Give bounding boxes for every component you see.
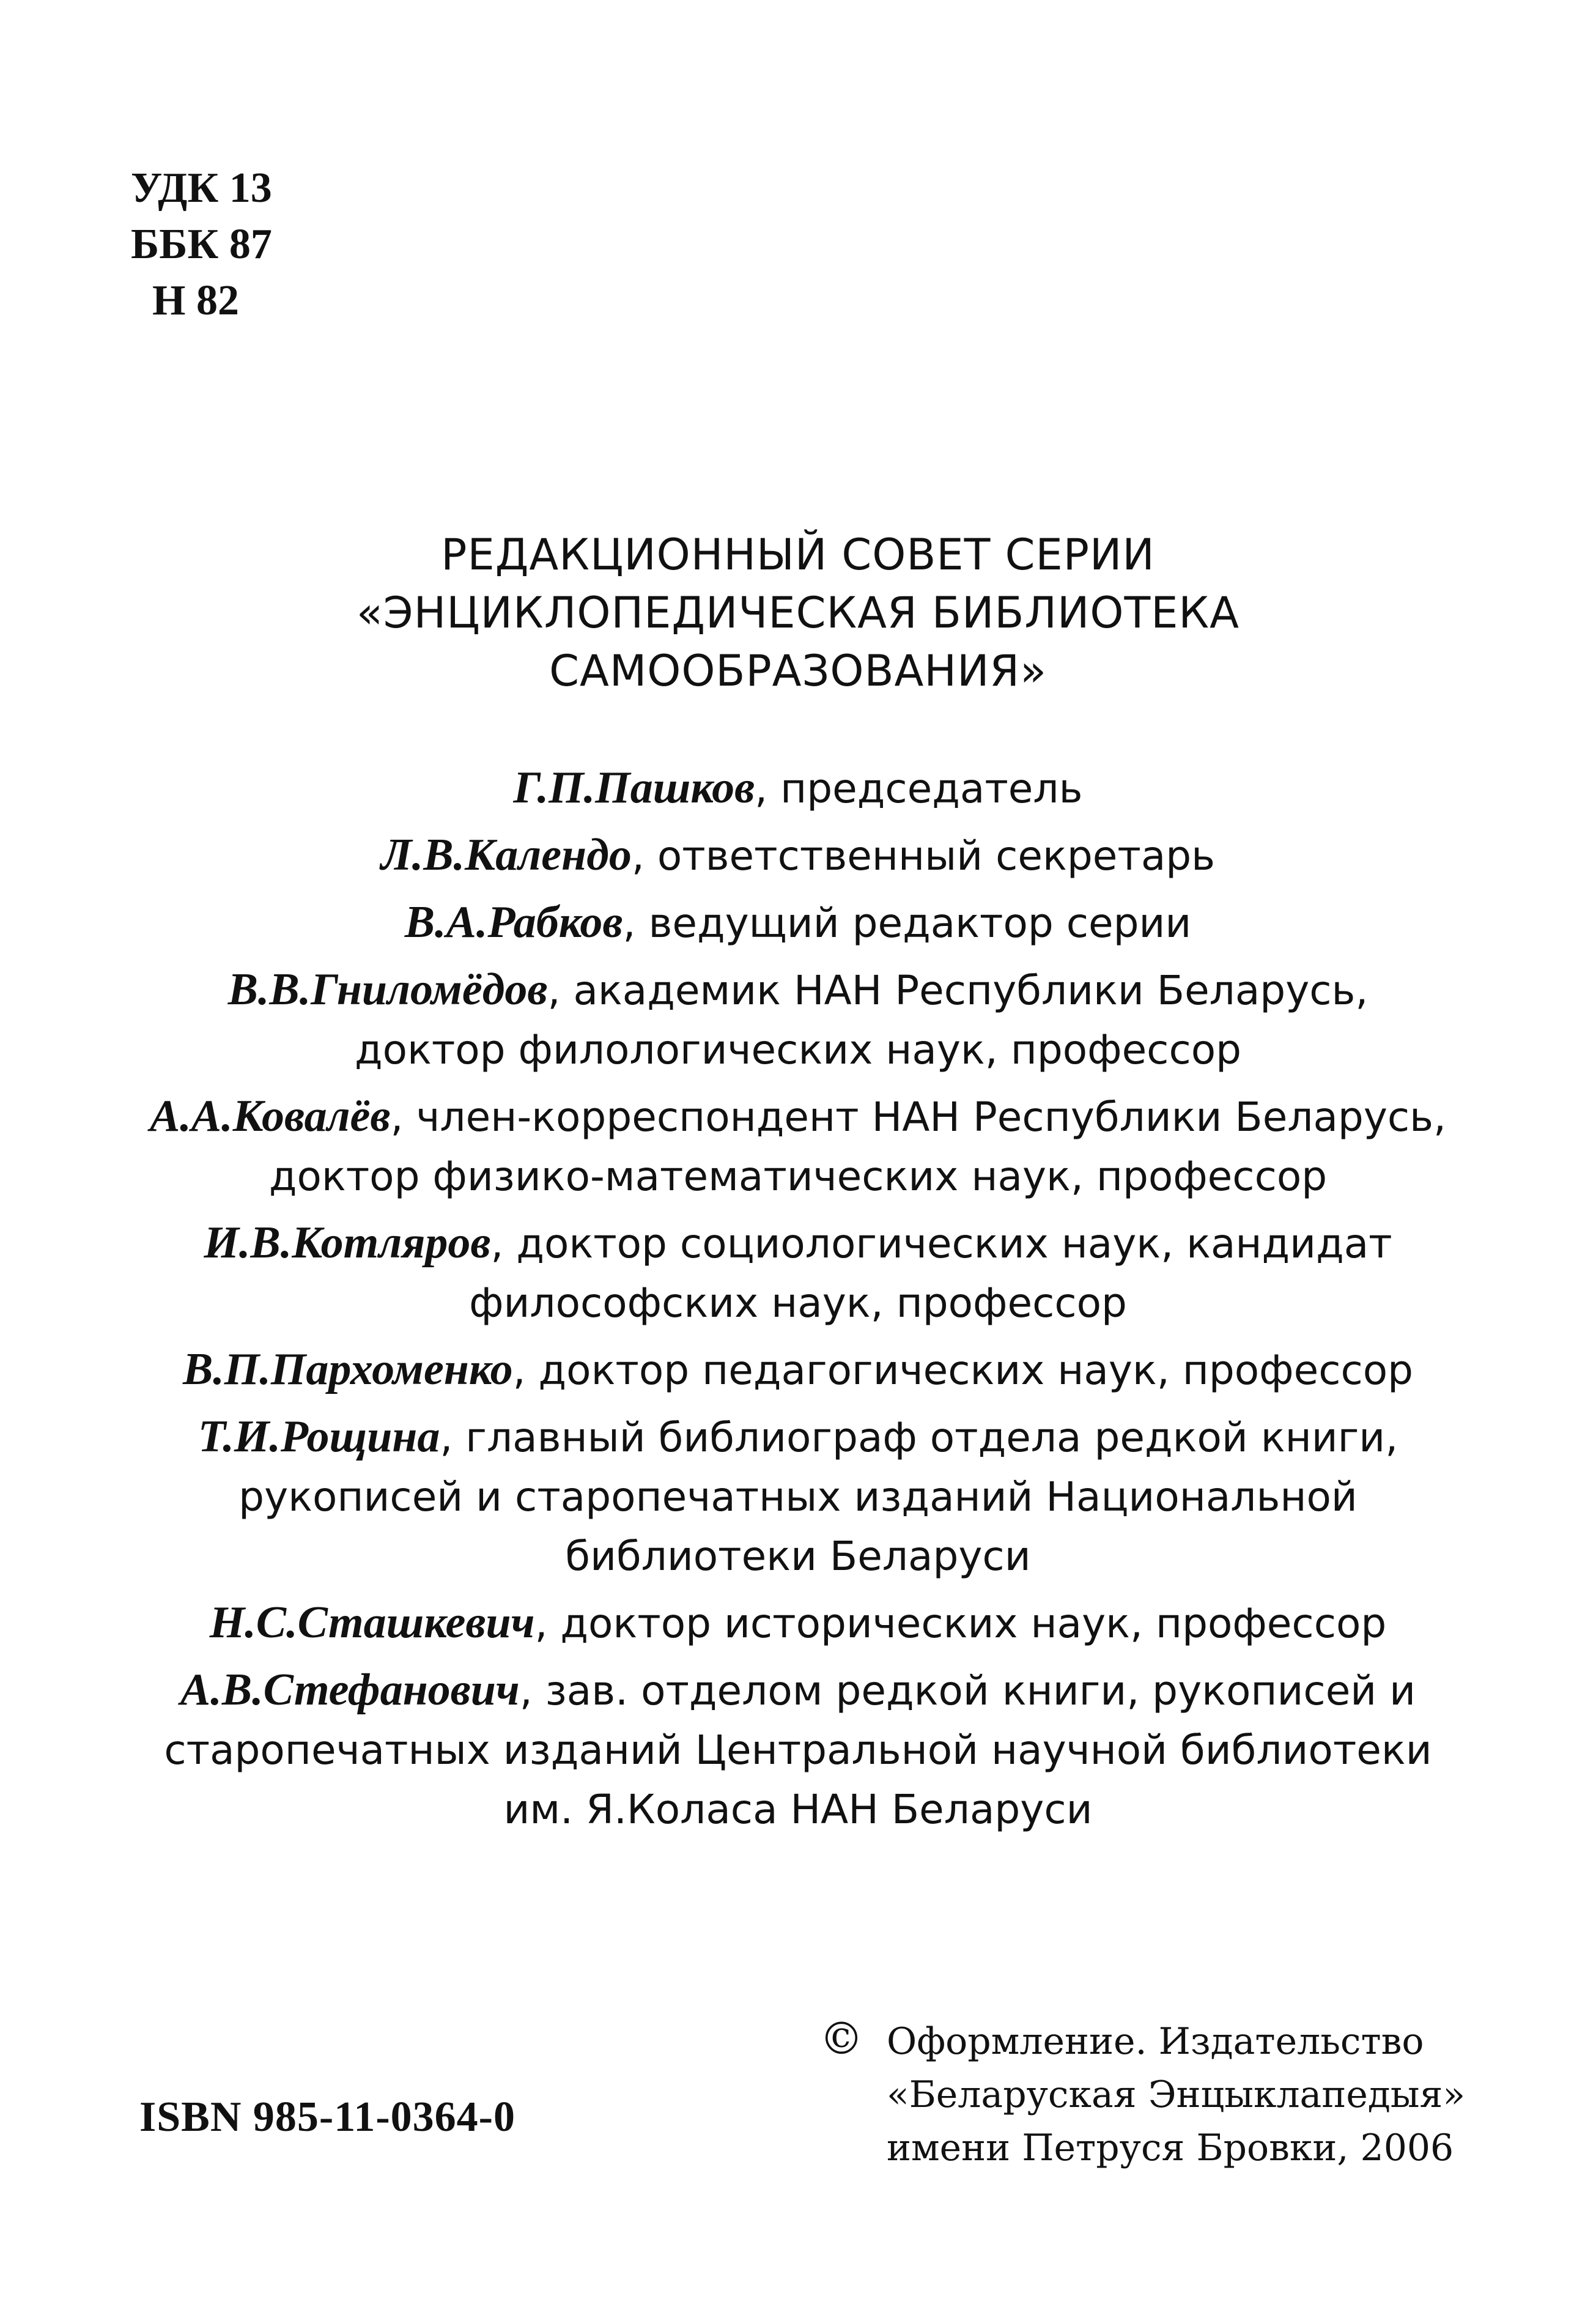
board-member-name: Н.С.Сташкевич [209,1598,535,1648]
board-member [122,960,1474,1079]
copyright-line-1: Оформление. Издательство [887,2020,1424,2063]
heading-line-1: РЕДАКЦИОННЫЙ СОВЕТ СЕРИИ [441,530,1155,580]
board-member-first-line [122,893,1474,953]
board-member-name: В.П.Пархоменко [182,1344,513,1394]
board-member [122,1213,1474,1333]
board-member-first-line [122,826,1474,886]
board-member-role-continuation: старопечатных изданий Центральной научной библиотеки [164,1727,1432,1774]
author-mark: Н 82 [131,277,239,324]
board-member-role-continuation: доктор физико-математических наук, профессор [268,1153,1328,1200]
board-member-role-continuation: им. Я.Коласа НАН Беларуси [503,1786,1093,1833]
copyright-line-2: «Беларуская Энцыклапедыя» [887,2073,1466,2116]
board-member-name: В.В.Гниломёдов [227,965,548,1015]
board-member-role: , зав. отделом редкой книги, рукописей и [519,1667,1416,1714]
board-member-role: , председатель [755,765,1083,812]
isbn: ISBN 985-11-0364-0 [139,2094,515,2141]
board-member-first-line [122,758,1474,818]
board-member [122,1340,1474,1400]
board-member [122,1407,1474,1586]
board-member-role: , член-корреспондент НАН Республики Беларусь, [390,1094,1447,1141]
board-member [122,826,1474,886]
board-member-first-line [122,1407,1474,1467]
bbk-code: ББК 87 [131,221,272,268]
board-member [122,1087,1474,1206]
board-member-name: В.А.Рабков [404,897,623,947]
board-member-role: , ответственный секретарь [631,832,1216,879]
board-member-role-continuation: доктор филологических наук, профессор [354,1026,1242,1073]
copyright-line-3: имени Петруся Бровки, 2006 [887,2127,1454,2169]
board-member-first-line [122,1213,1474,1273]
editorial-board-heading [0,526,1596,700]
board-member-role: , ведущий редактор серии [623,900,1192,947]
board-member-name: А.В.Стефанович [180,1665,520,1715]
board-member-first-line [122,1661,1474,1720]
board-member-role-continuation: библиотеки Беларуси [565,1533,1031,1580]
board-member-first-line [122,1340,1474,1400]
heading-line-3: САМООБРАЗОВАНИЯ» [549,646,1047,696]
copyright-notice [819,2012,1465,2175]
board-member [122,1661,1474,1839]
board-member-name: Л.В.Календо [380,830,632,880]
board-member-name: И.В.Котляров [204,1218,491,1268]
heading-line-2: «ЭНЦИКЛОПЕДИЧЕСКАЯ БИБЛИОТЕКА [356,588,1240,638]
board-member-name: А.А.Ковалёв [149,1091,391,1141]
editorial-board-list [122,758,1474,1846]
board-member [122,1593,1474,1653]
copyright-icon: © [819,2013,863,2064]
board-member-role-continuation: рукописей и старопечатных изданий Национальной [238,1473,1358,1520]
board-member-first-line [122,1593,1474,1653]
board-member-role: , академик НАН Республики Беларусь, [547,967,1369,1014]
classification-codes [131,160,272,329]
board-member-role-continuation: философских наук, профессор [469,1279,1127,1327]
board-member-name: Т.И.Рощина [198,1412,440,1462]
board-member-role: , доктор социологических наук, кандидат [490,1220,1392,1267]
board-member-first-line [122,1087,1474,1147]
udk-code: УДК 13 [131,165,272,212]
board-member-name: Г.П.Пашков [513,763,755,813]
board-member-role: , доктор исторических наук, профессор [534,1600,1387,1647]
board-member-role: , главный библиограф отдела редкой книги, [440,1414,1398,1461]
board-member [122,893,1474,953]
board-member [122,758,1474,818]
board-member-role: , доктор педагогических наук, профессор [512,1347,1414,1394]
board-member-first-line [122,960,1474,1020]
